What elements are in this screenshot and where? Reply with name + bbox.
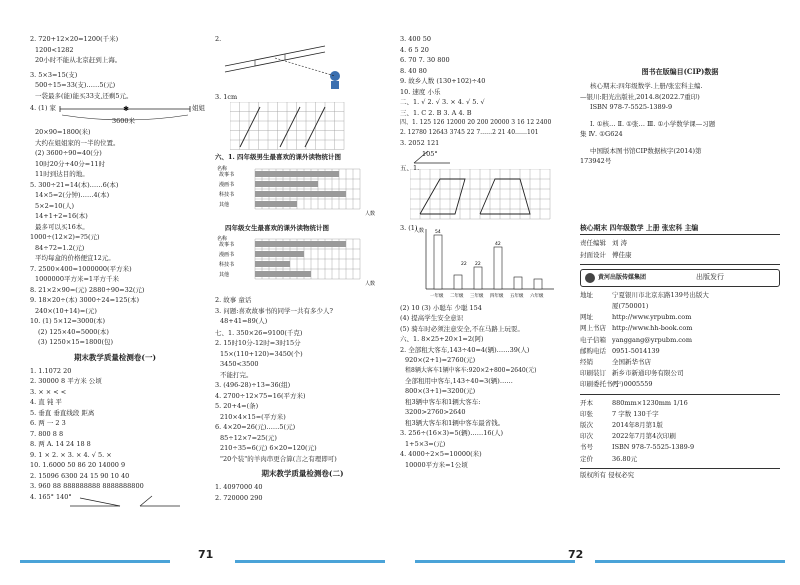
answer-line: 14+1+2=16(本) — [35, 212, 88, 220]
row-value: 2022年7月第4次印刷 — [612, 432, 676, 441]
info-row — [580, 335, 780, 346]
row-key: 印次 — [580, 432, 593, 441]
answer-line: 3. (496-28)÷13=36(组) — [215, 381, 291, 389]
row-value: 880mm×1230mm 1/16 — [612, 398, 688, 407]
answer-line: (5) 骑车时必须注意安全,不在马路上玩耍。 — [400, 324, 524, 333]
answer-line: 2. 12780 12643 3745 22 7……2 21 40……101 — [400, 129, 539, 136]
grid-figure — [230, 102, 350, 152]
copyright-column — [580, 68, 780, 478]
answer-line: 3. × × < < — [30, 387, 67, 396]
print-specs — [580, 398, 780, 465]
data-label: 54 — [435, 229, 441, 235]
shape-outline — [420, 179, 465, 214]
answer-line: 15×(110+120)=3450(个) — [220, 349, 303, 358]
answer-line: 210×4×15=(平方米) — [220, 412, 286, 421]
answer-line: 租8辆大客车1辆中客车:920×2+800=2640(元) — [405, 366, 537, 374]
answer-line: 10000平方米=1公顷 — [405, 460, 468, 469]
answer-line: 9. 故乡人数 (130+102)÷40 — [400, 77, 486, 85]
answer-line: (2) 125×40=5000(本) — [38, 327, 109, 336]
row-key: 邮购电话 — [580, 346, 606, 355]
answer-line: 2. 15时10分-12时=3时15分 — [215, 339, 301, 347]
answer-line: 3. 问题:喜欢故事书的同学一共有多少人? — [215, 306, 333, 315]
axis-unit: 名称 — [217, 236, 228, 242]
row-key: 责任编辑 — [580, 239, 606, 248]
answer-line: 5×2=10(人) — [35, 201, 75, 210]
female-reading-chart — [215, 233, 390, 289]
answer-line: 2. 720000 290 — [215, 493, 263, 502]
row-key: 书号 — [580, 443, 593, 452]
row-key: 网上书店 — [580, 324, 606, 333]
answer-line: 3. 960 88 888888888 8888888800 — [30, 482, 144, 490]
category-label: 故事书 — [219, 171, 235, 178]
row-value: 0951-5014139 — [612, 346, 660, 355]
q3-parallelogram-grid — [215, 94, 390, 152]
bar — [514, 277, 522, 289]
answer-line: 3. 256÷(16×3)=5(辆)……16(人) — [400, 429, 504, 437]
axis-unit: 人数 — [365, 210, 376, 217]
angle-label: 105° — [422, 149, 438, 158]
bar — [255, 201, 297, 207]
row-key: 版次 — [580, 420, 593, 429]
answer-line: 7. 800 8 8 — [30, 429, 64, 438]
answer-line: (4) 提高学生安全意识 — [400, 314, 464, 322]
category-label: 三年级 — [470, 293, 484, 299]
section-heading: 期末教学质量检测卷(一) — [73, 352, 157, 362]
answer-line: 1. 1.1072 20 — [30, 366, 72, 375]
answer-line: 500÷15=33(支)……5(元) — [35, 81, 116, 89]
category-label: 其他 — [219, 272, 230, 278]
answer-line: 2. 故事 童话 — [215, 296, 252, 304]
bar — [255, 181, 318, 187]
answer-line: 240×(10+14)=(元) — [35, 306, 97, 315]
male-reading-chart — [215, 163, 390, 219]
answer-line: 2. 720+12×20=1200(千米) — [30, 35, 119, 43]
answer-line: 3200>2760>2640 — [405, 408, 466, 416]
row-value: http://www.hh-book.com — [612, 324, 693, 333]
answer-line: 10. (1) 5×12=3000(本) — [30, 317, 106, 325]
cip-line: 核心期末:四年级数学.上册/张宏科主编. — [590, 82, 703, 90]
shape-outline — [480, 179, 530, 214]
bar — [474, 267, 482, 289]
row-value: yanggang@yrpubm.com — [612, 335, 693, 344]
axis-unit: 人数 — [365, 281, 376, 287]
shape-grid-figure — [410, 169, 560, 225]
row-value: 36.80元 — [612, 454, 638, 463]
info-row — [580, 420, 780, 431]
answer-line: 3. (1) — [400, 223, 418, 232]
answer-line: 5. 垂直 垂直线段 距离 — [30, 408, 95, 417]
answer-line: 10时20分+40分=11时 — [35, 159, 105, 168]
answer-line: 1. 4097000 40 — [215, 483, 263, 491]
category-label: 科技书 — [219, 262, 235, 268]
bar — [494, 247, 502, 289]
answer-line: 4. 6 5 20 — [400, 45, 429, 54]
answer-line: 4. (1) 家 — [30, 104, 57, 112]
row-key: 印刷装订 — [580, 369, 606, 378]
cip-line: ISBN 978-7-5525-1389-9 — [590, 103, 673, 111]
answer-line: 七、1. 350×26=9100(千克) — [215, 328, 303, 337]
answer-line: 9. 1 × 2. × 3. × 4. √ 5. × — [30, 450, 112, 459]
category-label: 故事书 — [219, 242, 235, 248]
answer-line: 2. 30000 8 平方米 公顷 — [30, 377, 102, 385]
answer-line: 3. 400 50 — [400, 35, 432, 43]
answer-line: 20小时不能从北京赶到上海。 — [35, 56, 122, 64]
answer-line: 11时到达目的地。 — [35, 170, 89, 178]
answer-line: 1+5×3=(元) — [405, 439, 446, 448]
category-label: 漫画书 — [219, 181, 235, 188]
route-diagram — [30, 103, 205, 125]
answer-line: (3) 1250×15=1800(包) — [38, 338, 114, 346]
info-row — [580, 323, 780, 334]
answer-line: 1000÷(12×2)=?5(元) — [30, 233, 100, 241]
angle-figures — [30, 494, 200, 508]
info-row — [580, 346, 780, 357]
answer-line: 一袋最多(能)能买33支,还剩5元。 — [35, 91, 133, 100]
info-row — [580, 379, 780, 390]
cip-line: 173942号 — [580, 157, 612, 165]
q5-1-grid — [400, 165, 570, 225]
grade-bar-chart — [414, 225, 564, 303]
q2-figure — [215, 36, 390, 94]
divider — [580, 234, 780, 235]
answer-line: "20个装"的羊肉串更合算(言之有理即可) — [220, 454, 337, 463]
bar — [255, 171, 339, 177]
row-value: 厦(750001) — [612, 301, 649, 310]
category-label: 一年级 — [430, 293, 444, 299]
answer-line: 800×(3+1)=3200(元) — [405, 387, 476, 395]
answer-line: 4. 直 钝 平 — [30, 398, 62, 406]
category-label: 漫画书 — [219, 252, 235, 258]
bar — [255, 241, 346, 247]
category-label: 科技书 — [219, 191, 235, 198]
bar — [454, 275, 462, 289]
data-label: 22 — [475, 261, 481, 267]
info-row — [580, 312, 780, 323]
answer-line: 最多可以买16本。 — [35, 222, 89, 231]
answer-line: 4. 2700÷12×75=16(平方米) — [215, 391, 306, 400]
shape-outline — [305, 107, 325, 147]
bar — [255, 261, 290, 267]
logo-mark-icon — [585, 273, 595, 283]
category-label: 二年级 — [450, 293, 464, 299]
category-label: 五年级 — [510, 293, 524, 299]
answer-line: 1000000平方米=1平方千米 — [35, 275, 120, 283]
answer-line: 2. 15096 6300 24 15 90 10 40 — [30, 471, 130, 480]
cip-title: 图书在版编目(CIP)数据 — [641, 67, 719, 76]
cip-line: 中国版本图书馆CIP数据核字(2014)第 — [590, 146, 702, 155]
svg-text:✱: ✱ — [123, 105, 129, 113]
answer-line: 四、1. 125 126 12000 20 200 20000 3 16 12 2400 — [400, 119, 552, 126]
editor-row — [580, 238, 780, 249]
info-row — [580, 301, 780, 312]
answer-line: 全部租用中客车,143÷40=3(辆)…… — [405, 376, 513, 385]
answer-line: (2) 3600÷90=40(分) — [35, 149, 102, 157]
data-label: 42 — [495, 241, 501, 247]
answer-line: 10. 1.6000 50 86 20 14000 9 — [30, 461, 126, 469]
bar — [255, 251, 304, 257]
book-title: 核心期末 四年级数学 上册 张宏科 主编 — [580, 223, 699, 232]
category-label: 其他 — [219, 201, 230, 208]
answer-line: 8. 两 A. 14 24 18 8 — [30, 440, 91, 448]
row-value: 宁夏银川市北京东路139号出版大 — [612, 290, 709, 299]
answer-column-3 — [400, 36, 570, 472]
row-key: 经销 — [580, 357, 593, 366]
page-number: 71 — [198, 548, 214, 561]
answer-line: (2) 10 (3) 小聪车 少聪 154 — [400, 303, 482, 312]
answer-line: 平均每盒的价格便宜12元。 — [35, 254, 115, 262]
page-number: 72 — [568, 548, 584, 561]
row-key: 印刷委托书号 — [580, 380, 619, 389]
answer-line: 7. 2500×400=1000000(平方米) — [30, 264, 132, 273]
answer-line: 6. 70 7. 30 800 — [400, 56, 450, 64]
info-row — [580, 409, 780, 420]
cip-line: 集 Ⅳ. ①G624 — [580, 130, 623, 138]
answer-line: 大约在姐姐家的一半的位置。 — [35, 138, 120, 147]
divider — [580, 394, 780, 395]
divider — [580, 264, 780, 265]
shape-outline — [280, 107, 300, 147]
answer-line: 3. 2052 121 — [400, 139, 440, 147]
angle-answers — [30, 494, 200, 508]
answer-line: 20×90=1800(米) — [35, 128, 91, 136]
info-row — [580, 431, 780, 442]
answer-line: 3450<3500 — [220, 360, 259, 368]
row-value: 刘 涛 — [612, 239, 628, 248]
copyright-notice: 版权所有 侵权必究 — [580, 470, 635, 479]
answer-line: 8. 21×2×90=(元) 2880÷90=32(元) — [30, 285, 145, 294]
row-key: 开本 — [580, 398, 593, 407]
angle-105 — [400, 149, 570, 165]
bar — [255, 191, 346, 197]
axis-unit: 人数 — [414, 227, 425, 234]
answer-line: 3. 5×3=15(支) — [30, 70, 78, 79]
bar — [255, 271, 311, 277]
answer-line: 920×(2+1)=2760(元) — [405, 356, 476, 364]
publisher-name: 出版发行 — [696, 272, 724, 281]
answer-line: 不能打完。 — [220, 370, 253, 379]
answer-line: 租3辆中客车和1辆大客车: — [405, 397, 481, 406]
answer-line: 1200<1282 — [35, 45, 74, 54]
divider — [580, 468, 780, 469]
row-value: 傅佳康 — [612, 250, 632, 259]
row-key: 封面设计 — [580, 250, 606, 259]
answer-line: 3. 1cm — [215, 93, 238, 101]
row-value: 新乡市新通印务有限公司 — [612, 369, 684, 378]
info-row — [580, 398, 780, 409]
street-diagram — [215, 36, 390, 94]
answer-line: 二、1. √ 2. √ 3. × 4. √ 5. √ — [400, 98, 485, 106]
answer-line: 5. 300÷21=14(本)……6(本) — [30, 180, 119, 189]
row-value: ISBN 978-7-5525-1389-9 — [612, 443, 695, 452]
answer-line: 4. 165° 140° — [30, 492, 72, 501]
row-key: 地址 — [580, 290, 593, 299]
answer-line: 14×5=2(分钟)……4(本) — [35, 191, 110, 199]
answer-line: 4. 4000÷2×5=10000(米) — [400, 450, 482, 458]
answer-line: 48+41=89(人) — [220, 317, 268, 325]
answer-column-1 — [30, 35, 205, 508]
axis-unit: 名称 — [217, 165, 228, 172]
section-heading: 期末教学质量检测卷(二) — [261, 469, 344, 478]
answer-line: 210÷35=6(元) 6×20=120(元) — [220, 444, 317, 452]
page-bar-left — [20, 560, 170, 563]
row-value: http://www.yrpubm.com — [612, 313, 692, 322]
answer-column-2 — [215, 36, 390, 505]
angle-105-figure — [410, 149, 470, 165]
page-bar-right — [595, 560, 785, 563]
info-row — [580, 454, 780, 465]
logo-text: 黄河出版传媒集团 — [598, 273, 647, 281]
q5-3-chart — [400, 225, 570, 305]
data-label: 22 — [461, 261, 467, 267]
editor-row — [580, 250, 780, 261]
publisher-logo — [580, 269, 780, 287]
row-value: 2014年8月第1版 — [612, 420, 663, 429]
right-page — [400, 0, 800, 585]
cip-line: Ⅰ. ①核… Ⅱ. ①张… Ⅲ. ①小学数学课—习题 — [590, 119, 716, 128]
bar — [434, 235, 442, 289]
row-key: 印张 — [580, 409, 593, 418]
category-label: 四年级 — [490, 293, 504, 299]
answer-line: 9. 18×20÷(本) 3000÷24=125(本) — [30, 296, 140, 304]
answer-line: 6. 两 一 2 3 — [30, 419, 66, 427]
page-bar-right — [415, 560, 575, 563]
chart-title: 六、1. 四年级男生最喜欢的课外读物统计图 — [215, 153, 342, 161]
row-key: 网址 — [580, 313, 593, 322]
answer-line: 6. 4×20=26(元)……5(元) — [215, 423, 296, 431]
info-row — [580, 290, 780, 301]
publisher-info — [580, 290, 780, 391]
answer-line: 六、1. 8×25+20×1=2(阿) — [400, 335, 484, 343]
chart-title: 四年级女生最喜欢的课外读物统计图 — [225, 223, 329, 232]
answer-line: 3600米 — [112, 117, 136, 125]
info-row — [580, 442, 780, 453]
answer-line: 三、1. C 2. B 3. A 4. B — [400, 108, 472, 117]
answer-line: 2. — [215, 35, 222, 43]
answer-line: 五、1. — [400, 163, 420, 172]
answer-line: 8. 40 80 — [400, 66, 427, 75]
shape-outline — [240, 107, 260, 147]
row-key: 定价 — [580, 454, 593, 463]
bar — [534, 279, 542, 289]
answer-line: 租3辆大客车和1辆中客车最省钱。 — [405, 418, 505, 427]
answer-line: 5. 20+4=(条) — [215, 402, 259, 410]
answer-line: 10. 速度 小乐 — [400, 87, 441, 96]
row-value: 全国新华书店 — [612, 357, 651, 366]
row-value: 7 字数 130千字 — [612, 409, 659, 418]
cip-line: —银川:阳光出版社,2014.8(2022.7重印) — [580, 92, 700, 101]
info-row — [580, 357, 780, 368]
answer-line: 85÷12×7=25(元) — [220, 433, 277, 442]
answer-line: 2. 全部租大客车,143÷40=4(辆)……39(人) — [400, 345, 530, 354]
info-row — [580, 368, 780, 379]
row-key: 电子信箱 — [580, 335, 606, 344]
row-value: (宁)0005559 — [612, 380, 653, 389]
walk-label: 姐姐 — [192, 104, 205, 112]
page-bar-left — [235, 560, 385, 563]
answer-line: 84÷72=1.2(元) — [35, 243, 85, 252]
category-label: 六年级 — [530, 293, 544, 299]
